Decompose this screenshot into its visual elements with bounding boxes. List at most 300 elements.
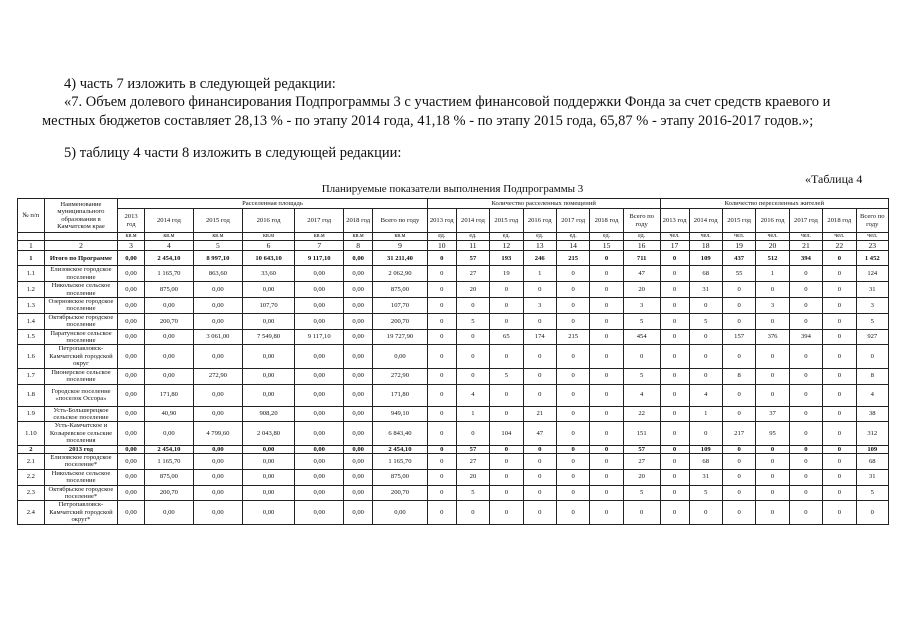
value-cell: 0 — [823, 453, 856, 469]
municipality-name-cell: Октябрьское городское поселение — [44, 313, 117, 329]
value-cell: 0 — [427, 501, 456, 524]
municipality-name-cell: Елизовское городское поселение — [44, 266, 117, 282]
value-cell: 200,70 — [373, 485, 428, 501]
header-people-col: 2013 год — [660, 209, 689, 233]
column-number-cell: 1 — [18, 241, 45, 251]
column-number-cell: 9 — [373, 241, 428, 251]
value-cell: 9 117,10 — [295, 329, 344, 345]
value-cell: 57 — [456, 445, 489, 453]
value-cell: 65 — [490, 329, 523, 345]
value-cell: 0 — [427, 329, 456, 345]
row-number-cell: 1.4 — [18, 313, 45, 329]
header-rooms-col: 2018 год — [590, 209, 623, 233]
value-cell: 0,00 — [242, 453, 294, 469]
municipality-name-cell: 2013 год — [44, 445, 117, 453]
row-number-cell: 1.6 — [18, 345, 45, 368]
value-cell: 0 — [722, 313, 755, 329]
unit-cell: ед. — [590, 233, 623, 241]
value-cell: 437 — [722, 251, 755, 266]
value-cell: 0 — [789, 282, 822, 298]
unit-cell: чел. — [789, 233, 822, 241]
column-number-cell: 4 — [144, 241, 193, 251]
value-cell: 0,00 — [144, 422, 193, 445]
value-cell: 0 — [823, 298, 856, 314]
value-cell: 0 — [660, 445, 689, 453]
municipality-name-cell: Петропавловск-Камчатский городской округ — [44, 345, 117, 368]
value-cell: 312 — [856, 422, 888, 445]
column-number-cell: 23 — [856, 241, 888, 251]
value-cell: 0 — [722, 485, 755, 501]
value-cell: 272,90 — [193, 368, 242, 384]
value-cell: 3 — [523, 298, 556, 314]
value-cell: 0 — [756, 501, 789, 524]
value-cell: 104 — [490, 422, 523, 445]
value-cell: 0 — [789, 445, 822, 453]
header-rooms-col: 2017 год — [556, 209, 589, 233]
header-people-group: Количество переселенных жителей — [660, 199, 888, 209]
value-cell: 0 — [523, 485, 556, 501]
value-cell: 0 — [427, 368, 456, 384]
value-cell: 0,00 — [193, 313, 242, 329]
value-cell: 0,00 — [118, 329, 145, 345]
value-cell: 22 — [623, 406, 660, 422]
value-cell: 0 — [660, 368, 689, 384]
value-cell: 0,00 — [242, 485, 294, 501]
value-cell: 0 — [756, 282, 789, 298]
table-row — [18, 469, 889, 485]
value-cell: 0,00 — [242, 384, 294, 406]
value-cell: 0 — [556, 298, 589, 314]
value-cell: 0 — [660, 485, 689, 501]
value-cell: 0 — [590, 445, 623, 453]
value-cell: 0 — [756, 313, 789, 329]
unit-cell-blank — [18, 233, 45, 241]
value-cell: 37 — [756, 406, 789, 422]
column-number-cell: 8 — [344, 241, 373, 251]
value-cell: 0,00 — [118, 469, 145, 485]
value-cell: 0 — [427, 453, 456, 469]
value-cell: 0,00 — [344, 445, 373, 453]
value-cell: 0,00 — [144, 345, 193, 368]
value-cell: 109 — [856, 445, 888, 453]
value-cell: 0 — [789, 501, 822, 524]
value-cell: 0,00 — [344, 251, 373, 266]
table-row — [18, 406, 889, 422]
value-cell: 10 643,10 — [242, 251, 294, 266]
column-number-cell: 16 — [623, 241, 660, 251]
header-rooms-col: 2015 год — [490, 209, 523, 233]
value-cell: 4 799,60 — [193, 422, 242, 445]
value-cell: 19 — [490, 266, 523, 282]
unit-cell: чел. — [756, 233, 789, 241]
value-cell: 7 549,80 — [242, 329, 294, 345]
header-rooms-col: 2016 год — [523, 209, 556, 233]
header-area-col: 2015 год — [193, 209, 242, 233]
paragraph-part-7-text: «7. Объем долевого финансирования Подпрограммы 3 с участием финансовой поддержки Фонда за счет средств краевого и — [64, 94, 831, 110]
value-cell: 2 043,80 — [242, 422, 294, 445]
value-cell: 5 — [856, 313, 888, 329]
value-cell: 31 211,40 — [373, 251, 428, 266]
value-cell: 0 — [427, 282, 456, 298]
value-cell: 0 — [660, 251, 689, 266]
value-cell: 0 — [490, 445, 523, 453]
value-cell: 5 — [856, 485, 888, 501]
value-cell: 0,00 — [193, 445, 242, 453]
value-cell: 0 — [590, 453, 623, 469]
value-cell: 0 — [660, 329, 689, 345]
header-people-col: 2016 год — [756, 209, 789, 233]
value-cell: 171,80 — [144, 384, 193, 406]
value-cell: 0 — [756, 368, 789, 384]
value-cell: 0 — [490, 453, 523, 469]
value-cell: 0 — [660, 501, 689, 524]
paragraph-item-4: 4) часть 7 изложить в следующей редакции: — [64, 76, 336, 92]
value-cell: 5 — [623, 368, 660, 384]
value-cell: 0 — [823, 282, 856, 298]
unit-cell: чел. — [660, 233, 689, 241]
table-row — [18, 266, 889, 282]
value-cell: 109 — [689, 445, 722, 453]
value-cell: 0,00 — [295, 445, 344, 453]
value-cell: 0 — [756, 345, 789, 368]
value-cell: 0,00 — [118, 282, 145, 298]
row-number-cell: 1.9 — [18, 406, 45, 422]
value-cell: 47 — [523, 422, 556, 445]
column-number-cell: 21 — [789, 241, 822, 251]
value-cell: 0 — [823, 313, 856, 329]
row-number-cell: 2 — [18, 445, 45, 453]
value-cell: 0 — [590, 266, 623, 282]
value-cell: 3 — [756, 298, 789, 314]
value-cell: 8 — [722, 368, 755, 384]
value-cell: 0 — [689, 368, 722, 384]
value-cell: 0 — [823, 251, 856, 266]
value-cell: 2 454,10 — [144, 445, 193, 453]
table-row — [18, 251, 889, 266]
value-cell: 0,00 — [242, 368, 294, 384]
value-cell: 5 — [623, 485, 660, 501]
value-cell: 0 — [722, 445, 755, 453]
column-number-cell: 20 — [756, 241, 789, 251]
unit-cell: кв.м — [144, 233, 193, 241]
value-cell: 1 — [523, 266, 556, 282]
header-area-col: 2013 год — [118, 209, 145, 233]
value-cell: 0 — [523, 313, 556, 329]
value-cell: 0 — [590, 282, 623, 298]
value-cell: 0 — [789, 469, 822, 485]
municipality-name-cell: Никольское сельское поселение — [44, 469, 117, 485]
value-cell: 0,00 — [295, 298, 344, 314]
value-cell: 5 — [689, 313, 722, 329]
value-cell: 0 — [590, 251, 623, 266]
value-cell: 0 — [823, 422, 856, 445]
value-cell: 47 — [623, 266, 660, 282]
value-cell: 0 — [789, 406, 822, 422]
value-cell: 0 — [789, 453, 822, 469]
paragraph-part-7-text-cont: местных бюджетов составляет 28,13 % - по этапу 2014 года, 41,18 % - по этапу 2015 года, 65,87 % - этапу 2016-2017 годов.»; — [42, 113, 814, 129]
value-cell: 0,00 — [373, 345, 428, 368]
value-cell: 0,00 — [295, 469, 344, 485]
value-cell: 0,00 — [118, 453, 145, 469]
column-number-cell: 11 — [456, 241, 489, 251]
value-cell: 3 061,00 — [193, 329, 242, 345]
municipality-name-cell: Никольское сельское поселение — [44, 282, 117, 298]
value-cell: 0 — [556, 501, 589, 524]
header-people-col: 2018 год — [823, 209, 856, 233]
value-cell: 0 — [456, 501, 489, 524]
header-area-col: 2016 год — [242, 209, 294, 233]
value-cell: 0 — [823, 384, 856, 406]
table-row — [18, 384, 889, 406]
value-cell: 3 — [856, 298, 888, 314]
value-cell: 20 — [456, 469, 489, 485]
value-cell: 0 — [490, 282, 523, 298]
value-cell: 0 — [490, 345, 523, 368]
row-number-cell: 1 — [18, 251, 45, 266]
column-number-cell: 15 — [590, 241, 623, 251]
value-cell: 0 — [660, 298, 689, 314]
value-cell: 0 — [623, 345, 660, 368]
value-cell: 0,00 — [344, 453, 373, 469]
value-cell: 0,00 — [295, 345, 344, 368]
value-cell: 0 — [490, 501, 523, 524]
value-cell: 0 — [556, 345, 589, 368]
unit-cell: чел. — [856, 233, 888, 241]
value-cell: 0 — [823, 469, 856, 485]
value-cell: 0 — [789, 422, 822, 445]
value-cell: 0,00 — [344, 298, 373, 314]
value-cell: 31 — [689, 469, 722, 485]
header-area-col: Всего по году — [373, 209, 428, 233]
value-cell: 0 — [660, 313, 689, 329]
value-cell: 0 — [590, 501, 623, 524]
value-cell: 394 — [789, 329, 822, 345]
value-cell: 33,60 — [242, 266, 294, 282]
value-cell: 2 454,10 — [373, 445, 428, 453]
value-cell: 0 — [490, 298, 523, 314]
value-cell: 0 — [556, 384, 589, 406]
value-cell: 68 — [856, 453, 888, 469]
value-cell: 0,00 — [193, 298, 242, 314]
row-number-cell: 1.2 — [18, 282, 45, 298]
value-cell: 0 — [590, 368, 623, 384]
value-cell: 0,00 — [344, 501, 373, 524]
value-cell: 0 — [722, 406, 755, 422]
value-cell: 0 — [456, 368, 489, 384]
header-area-col: 2017 год — [295, 209, 344, 233]
value-cell: 109 — [689, 251, 722, 266]
value-cell: 0,00 — [344, 469, 373, 485]
value-cell: 0 — [722, 345, 755, 368]
value-cell: 0 — [427, 485, 456, 501]
header-people-col: 2017 год — [789, 209, 822, 233]
value-cell: 5 — [623, 313, 660, 329]
value-cell: 9 117,10 — [295, 251, 344, 266]
value-cell: 157 — [722, 329, 755, 345]
value-cell: 20 — [623, 282, 660, 298]
unit-cell: кв.м — [373, 233, 428, 241]
column-number-cell: 10 — [427, 241, 456, 251]
value-cell: 215 — [556, 329, 589, 345]
value-cell: 0 — [756, 453, 789, 469]
table-row — [18, 422, 889, 445]
value-cell: 0 — [789, 298, 822, 314]
value-cell: 2 062,90 — [373, 266, 428, 282]
municipality-name-cell: Петропавловск-Камчатский городской округ* — [44, 501, 117, 524]
value-cell: 27 — [623, 453, 660, 469]
value-cell: 0,00 — [193, 469, 242, 485]
value-cell: 55 — [722, 266, 755, 282]
value-cell: 0 — [722, 501, 755, 524]
value-cell: 217 — [722, 422, 755, 445]
value-cell: 0 — [427, 422, 456, 445]
value-cell: 0,00 — [242, 345, 294, 368]
table-row — [18, 329, 889, 345]
column-number-cell: 18 — [689, 241, 722, 251]
value-cell: 0 — [490, 384, 523, 406]
value-cell: 0 — [689, 345, 722, 368]
value-cell: 0,00 — [344, 329, 373, 345]
unit-cell: ед. — [556, 233, 589, 241]
value-cell: 0 — [823, 368, 856, 384]
column-number-cell: 3 — [118, 241, 145, 251]
header-num: № п/п — [18, 199, 45, 233]
row-number-cell: 2.2 — [18, 469, 45, 485]
value-cell: 0 — [523, 282, 556, 298]
value-cell: 0,00 — [118, 298, 145, 314]
value-cell: 0,00 — [118, 384, 145, 406]
table-row — [18, 282, 889, 298]
value-cell: 200,70 — [144, 313, 193, 329]
value-cell: 0 — [590, 313, 623, 329]
header-rooms-col: 2013 год — [427, 209, 456, 233]
value-cell: 0,00 — [295, 485, 344, 501]
value-cell: 0,00 — [295, 266, 344, 282]
value-cell: 0,00 — [193, 384, 242, 406]
value-cell: 95 — [756, 422, 789, 445]
value-cell: 0 — [490, 406, 523, 422]
value-cell: 454 — [623, 329, 660, 345]
value-cell: 0 — [823, 266, 856, 282]
value-cell: 5 — [689, 485, 722, 501]
unit-cell: кв.м — [193, 233, 242, 241]
column-number-cell: 6 — [242, 241, 294, 251]
value-cell: 863,60 — [193, 266, 242, 282]
value-cell: 0 — [427, 298, 456, 314]
value-cell: 0 — [556, 266, 589, 282]
table-body — [18, 251, 889, 524]
value-cell: 0 — [523, 345, 556, 368]
value-cell: 0,00 — [118, 406, 145, 422]
value-cell: 200,70 — [144, 485, 193, 501]
unit-cell: чел. — [722, 233, 755, 241]
value-cell: 21 — [523, 406, 556, 422]
value-cell: 0,00 — [242, 282, 294, 298]
value-cell: 0 — [427, 469, 456, 485]
table-number: «Таблица 4 — [805, 172, 863, 186]
value-cell: 0 — [689, 298, 722, 314]
header-people-col: Всего по году — [856, 209, 888, 233]
value-cell: 31 — [856, 469, 888, 485]
value-cell: 0 — [556, 485, 589, 501]
value-cell: 1 165,70 — [373, 453, 428, 469]
value-cell: 1 — [456, 406, 489, 422]
value-cell: 0,00 — [118, 501, 145, 524]
unit-cell: чел. — [689, 233, 722, 241]
value-cell: 0 — [490, 485, 523, 501]
value-cell: 0,00 — [295, 406, 344, 422]
row-number-cell: 1.7 — [18, 368, 45, 384]
table-row — [18, 485, 889, 501]
value-cell: 0 — [789, 384, 822, 406]
value-cell: 1 452 — [856, 251, 888, 266]
municipality-name-cell: Елизовское городское поселение* — [44, 453, 117, 469]
value-cell: 0 — [722, 384, 755, 406]
value-cell: 0 — [590, 422, 623, 445]
column-number-cell: 19 — [722, 241, 755, 251]
value-cell: 0 — [590, 485, 623, 501]
value-cell: 0 — [556, 453, 589, 469]
header-people-col: 2015 год — [722, 209, 755, 233]
value-cell: 0 — [623, 501, 660, 524]
row-number-cell: 1.3 — [18, 298, 45, 314]
value-cell: 0,00 — [144, 329, 193, 345]
row-number-cell: 2.4 — [18, 501, 45, 524]
value-cell: 4 — [623, 384, 660, 406]
value-cell: 0 — [756, 384, 789, 406]
header-area-col: 2014 год — [144, 209, 193, 233]
column-number-cell: 22 — [823, 241, 856, 251]
row-number-cell: 1.1 — [18, 266, 45, 282]
value-cell: 0 — [490, 313, 523, 329]
value-cell: 0 — [427, 384, 456, 406]
row-number-cell: 2.1 — [18, 453, 45, 469]
value-cell: 0,00 — [295, 368, 344, 384]
value-cell: 0 — [427, 406, 456, 422]
municipality-name-cell: Пионерское сельское поселение — [44, 368, 117, 384]
value-cell: 0 — [756, 485, 789, 501]
value-cell: 0,00 — [295, 501, 344, 524]
table-title: Планируемые показатели выполнения Подпрограммы 3 — [321, 183, 584, 195]
value-cell: 0 — [556, 406, 589, 422]
value-cell: 57 — [456, 251, 489, 266]
unit-cell: ед. — [456, 233, 489, 241]
value-cell: 927 — [856, 329, 888, 345]
value-cell: 0,00 — [344, 384, 373, 406]
value-cell: 0 — [789, 485, 822, 501]
table-row — [18, 368, 889, 384]
value-cell: 0 — [590, 345, 623, 368]
value-cell: 0,00 — [295, 384, 344, 406]
unit-cell: ед. — [490, 233, 523, 241]
value-cell: 8 — [856, 368, 888, 384]
column-number-cell: 14 — [556, 241, 589, 251]
value-cell: 0 — [789, 368, 822, 384]
value-cell: 2 454,10 — [144, 251, 193, 266]
value-cell: 0 — [427, 445, 456, 453]
header-area-group: Расселенная площадь — [118, 199, 428, 209]
municipality-name-cell: Октябрьское городское поселение* — [44, 485, 117, 501]
value-cell: 908,20 — [242, 406, 294, 422]
value-cell: 0,00 — [118, 422, 145, 445]
municipality-name-cell: Паратунское сельское поселение — [44, 329, 117, 345]
value-cell: 0,00 — [344, 422, 373, 445]
paragraph-item-5: 5) таблицу 4 части 8 изложить в следующей редакции: — [64, 145, 402, 161]
column-number-cell: 12 — [490, 241, 523, 251]
value-cell: 0,00 — [295, 422, 344, 445]
row-number-cell: 1.10 — [18, 422, 45, 445]
value-cell: 0 — [660, 266, 689, 282]
